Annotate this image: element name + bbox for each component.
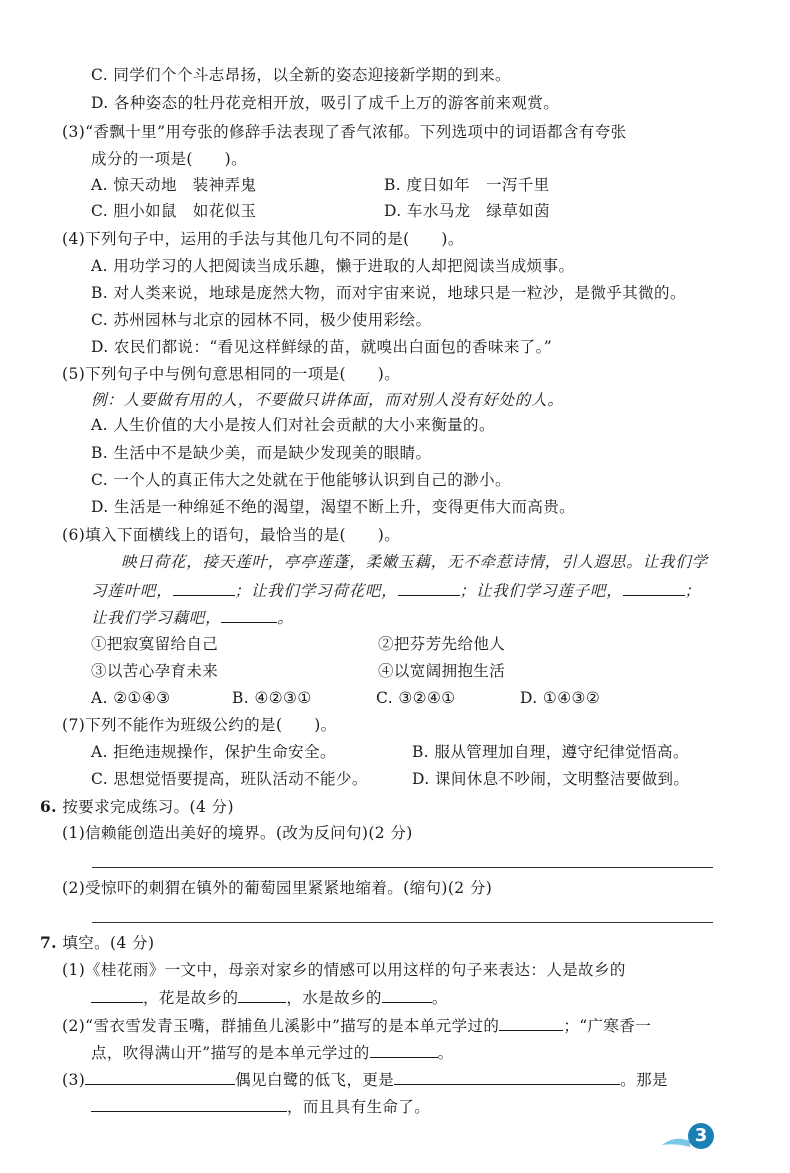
sub7-option-c: C. 思想觉悟要提高，班队活动不能少。 <box>91 770 368 788</box>
sub5-option-b: B. 生活中不是缺少美，而是缺少发现美的眼睛。 <box>91 444 432 462</box>
question-7-sub3-line2: ，而且具有生命了。 <box>91 1095 430 1118</box>
question-6-sub2: (2)受惊吓的刺猬在镇外的葡萄园里紧紧地缩着。(缩句)(2 分) <box>62 879 493 897</box>
sub5-option-d: D. 生活是一种绵延不绝的渴望，渴望不断上升，变得更伟大而高贵。 <box>91 498 576 516</box>
sub6-stem: (6)填入下面横线上的语句，最恰当的是( )。 <box>62 526 401 544</box>
question-6-sub1: (1)信赖能创造出美好的境界。(改为反问句)(2 分) <box>62 824 413 842</box>
sub6-option-a: A. ②①④③ <box>91 689 171 707</box>
sub5-option-c: C. 一个人的真正伟大之处就在于他能够认识到自己的渺小。 <box>91 471 511 489</box>
page-number-badge: 3 <box>688 1123 714 1149</box>
question-7-sub1-line2: ，花是故乡的 ，水是故乡的 。 <box>91 986 448 1009</box>
answer-blank[interactable] <box>370 1041 438 1058</box>
answer-line[interactable] <box>92 867 713 868</box>
answer-blank[interactable] <box>91 986 143 1003</box>
sub6-choice-2: ②把芬芳先给他人 <box>378 635 506 653</box>
answer-blank[interactable] <box>398 579 460 596</box>
sub4-stem: (4)下列句子中，运用的手法与其他几句不同的是( )。 <box>62 230 464 248</box>
answer-blank[interactable] <box>623 579 685 596</box>
answer-blank[interactable] <box>85 1068 235 1085</box>
sub3-stem-line1: (3)“香飘十里”用夸张的修辞手法表现了香气浓郁。下列选项中的词语都含有夸张 <box>62 123 627 141</box>
sub6-passage-line3: 让我们学习藕吧， 。 <box>91 606 294 629</box>
answer-blank[interactable] <box>382 986 432 1003</box>
answer-blank[interactable] <box>394 1068 620 1085</box>
sub4-option-d: D. 农民们都说：“看见这样鲜绿的苗，就嗅出白面包的香味来了。” <box>91 338 553 356</box>
question-7-sub1-line1: (1)《桂花雨》一文中，母亲对家乡的情感可以用这样的句子来表达：人是故乡的 <box>62 961 626 979</box>
sub6-option-b: B. ④②③① <box>232 689 312 707</box>
sub4-option-b: B. 对人类来说，地球是庞然大物，而对宇宙来说，地球只是一粒沙，是微乎其微的。 <box>91 284 686 302</box>
question-7-title: 填空。(4 分) <box>62 934 155 952</box>
answer-blank[interactable] <box>499 1014 563 1031</box>
question-7-heading <box>40 932 154 954</box>
sub6-option-d: D. ①④③② <box>520 689 601 707</box>
question-7-sub2-line2: 点，吹得满山开”描写的是本单元学过的 。 <box>91 1041 454 1064</box>
answer-blank[interactable] <box>173 579 235 596</box>
sub4-option-c: C. 苏州园林与北京的园林不同，极少使用彩绘。 <box>91 311 432 329</box>
option-d-prev: D. 各种姿态的牡丹花竞相开放，吸引了成千上万的游客前来观赏。 <box>91 94 560 112</box>
sub7-option-a: A. 拒绝违规操作，保护生命安全。 <box>91 743 336 761</box>
sub7-option-b: B. 服从管理加自理，遵守纪律觉悟高。 <box>412 743 689 761</box>
answer-blank[interactable] <box>238 986 286 1003</box>
sub6-choice-4: ④以宽阔拥抱生活 <box>378 662 506 680</box>
sub6-option-c: C. ③②④① <box>376 689 456 707</box>
sub6-passage-line1: 映日荷花，接天莲叶，亭亭莲蓬，柔嫩玉藕，无不牵惹诗情，引人遐思。让我们学 <box>121 553 708 571</box>
question-7-sub2-line1: (2)“雪衣雪发青玉嘴，群捕鱼儿溪影中”描写的是本单元学过的 ；“广寒香一 <box>62 1014 651 1037</box>
sub7-option-d: D. 课间休息不吵闹，文明整洁要做到。 <box>412 770 690 788</box>
answer-blank[interactable] <box>221 606 277 623</box>
question-7-number: 7. <box>40 933 57 952</box>
option-c-prev: C. 同学们个个斗志昂扬，以全新的姿态迎接新学期的到来。 <box>91 66 511 84</box>
sub3-stem-line2: 成分的一项是( )。 <box>91 150 247 168</box>
question-6-title: 按要求完成练习。(4 分) <box>62 798 234 816</box>
answer-line[interactable] <box>92 922 713 923</box>
sub5-example: 例：人要做有用的人，不要做只讲体面，而对别人没有好处的人。 <box>91 391 564 409</box>
sub7-stem: (7)下列不能作为班级公约的是( )。 <box>62 716 337 734</box>
question-7-sub3-line1: (3) 偶见白鹭的低飞，更是 。那是 <box>62 1068 668 1091</box>
sub5-stem: (5)下列句子中与例句意思相同的一项是( )。 <box>62 365 401 383</box>
sub6-passage-line2: 习莲叶吧， ；让我们学习荷花吧， ；让我们学习莲子吧， ； <box>91 579 701 602</box>
sub3-option-d: D. 车水马龙 绿草如茵 <box>384 202 551 220</box>
sub3-option-c: C. 胆小如鼠 如花似玉 <box>91 202 257 220</box>
sub3-option-b: B. 度日如年 一泻千里 <box>384 176 550 194</box>
sub3-option-a: A. 惊天动地 装神弄鬼 <box>91 176 257 194</box>
question-6-heading <box>40 796 234 818</box>
question-6-number: 6. <box>40 797 57 816</box>
sub5-option-a: A. 人生价值的大小是按人们对社会贡献的大小来衡量的。 <box>91 416 495 434</box>
answer-blank[interactable] <box>91 1095 287 1112</box>
sub4-option-a: A. 用功学习的人把阅读当成乐趣，懒于进取的人却把阅读当成烦事。 <box>91 257 575 275</box>
sub6-choice-3: ③以苦心孕育未来 <box>91 662 219 680</box>
sub6-choice-1: ①把寂寞留给自己 <box>91 635 219 653</box>
